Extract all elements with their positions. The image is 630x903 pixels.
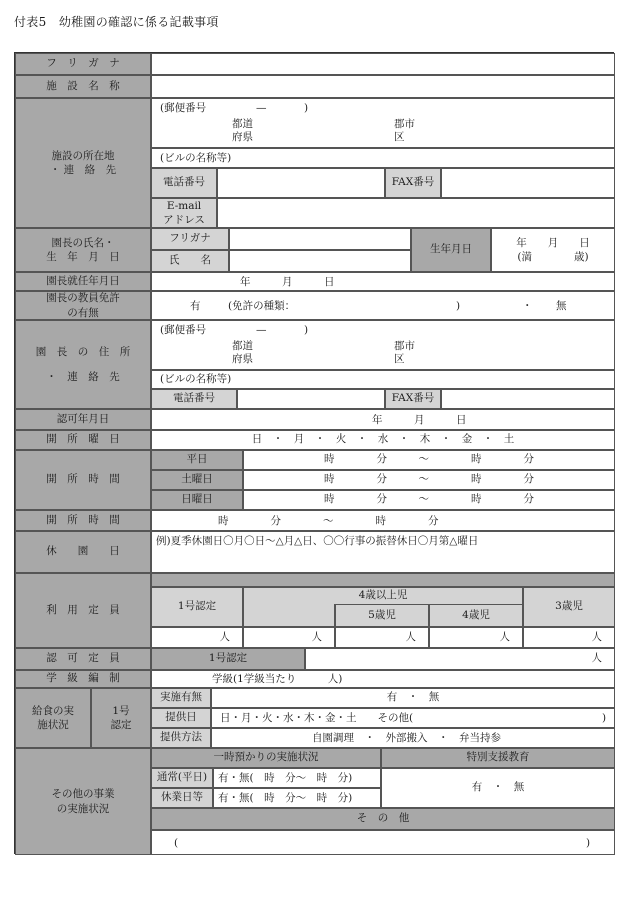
approval-date-value: 年 月 日 [372, 414, 467, 426]
others-field[interactable] [151, 830, 615, 855]
meals-implemented-label: 実施有無 [151, 688, 211, 708]
class-structure-value: 学級(1学級当たり 人) [212, 673, 343, 685]
approved-capacity-field[interactable] [305, 648, 615, 670]
license-close: ) [456, 300, 461, 312]
director-city-line1: 郡市 [394, 340, 415, 352]
capacity-label: 利 用 定 員 [15, 573, 151, 648]
open-days-field[interactable] [151, 430, 615, 450]
city-label-line1: 郡市 [394, 118, 415, 130]
temp-care-holiday-label: 休業日等 [151, 788, 213, 808]
facility-address-label [15, 98, 151, 228]
other-services-label [15, 748, 151, 855]
meals-days-label: 提供日 [151, 708, 211, 728]
temp-care-weekday-label: 通常(平日) [151, 768, 213, 788]
facility-phone-label: 電話番号 [151, 168, 217, 198]
temp-care-weekday-value: 有・無( 時 分～ 時 分) [218, 772, 353, 784]
building-name-label: (ビルの名称等) [160, 152, 232, 164]
license-separator: ・ [522, 300, 533, 312]
age-4plus-label: 4歳以上児 [243, 587, 523, 604]
open-hours-field-2[interactable] [151, 510, 615, 531]
others-open: ( [174, 837, 179, 849]
age-4-label: 4歳児 [429, 604, 523, 627]
age-3-capacity-field[interactable] [523, 627, 615, 648]
unit-label: 人 [591, 652, 602, 665]
meals-days-field[interactable] [211, 708, 615, 728]
temp-care-header: 一時預かりの実施状況 [151, 748, 381, 768]
meals-label-line2: 施状況 [37, 719, 69, 731]
director-name-field[interactable] [229, 250, 411, 272]
facility-name-label: 施 設 名 称 [15, 75, 151, 98]
age-value: (満 歳) [517, 251, 589, 263]
meals-method-label: 提供方法 [151, 728, 211, 748]
saturday-hours-value: 時 分 ～ 時 分 [324, 473, 534, 486]
postal-close: ) [304, 102, 309, 114]
holidays-label: 休 園 日 [15, 531, 151, 573]
saturday-hours-label: 土曜日 [151, 470, 243, 490]
sunday-hours-value: 時 分 ～ 時 分 [324, 493, 534, 506]
approved-capacity-label: 認 可 定 員 [15, 648, 151, 670]
facility-name-field[interactable] [151, 75, 615, 98]
facility-phone-field[interactable] [217, 168, 385, 198]
license-field[interactable] [151, 291, 615, 320]
age-5-capacity-field[interactable] [335, 627, 429, 648]
unit-label: 人 [311, 630, 322, 643]
director-postal-close: ) [304, 324, 309, 336]
unit-label: 人 [499, 630, 510, 643]
form-table [14, 52, 614, 854]
weekday-hours-field[interactable] [243, 450, 615, 470]
director-name-label-line1: 園長の氏名・ [51, 236, 115, 249]
open-hours-label-2: 開 所 時 間 [15, 510, 151, 531]
license-no: 無 [556, 300, 567, 312]
meals-implemented-value: 有 ・ 無 [386, 691, 440, 704]
director-address-label-line1: 園 長 の 住 所 [35, 346, 131, 359]
age-4plus-capacity-field[interactable] [243, 627, 335, 648]
director-prefecture-line1: 都道 [232, 340, 253, 352]
approval-date-label: 認可年月日 [15, 409, 151, 430]
director-address-field[interactable] [151, 320, 615, 370]
others-header: そ の 他 [151, 808, 615, 830]
weekday-hours-label: 平日 [151, 450, 243, 470]
age-4plus-spacer [243, 604, 335, 627]
age-3-label: 3歳児 [523, 587, 615, 627]
city-label-line2: 区 [394, 131, 405, 143]
appointment-date-field[interactable] [151, 272, 615, 291]
special-support-value: 有 ・ 無 [471, 781, 525, 794]
open-hours-label: 開 所 時 間 [15, 450, 151, 510]
director-prefecture-line2: 府県 [232, 353, 253, 365]
approved-cert1-label: 1号認定 [151, 648, 305, 670]
meals-label-line1: 給食の実 [32, 704, 74, 717]
meals-days-close: ) [602, 712, 607, 724]
sunday-hours-label: 日曜日 [151, 490, 243, 510]
approval-date-field[interactable] [151, 409, 615, 430]
facility-fax-field[interactable] [441, 168, 615, 198]
holidays-example: 例)夏季休園日〇月〇日～△月△日、〇〇行事の振替休日〇月第△曜日 [156, 535, 479, 547]
facility-fax-label: FAX番号 [385, 168, 441, 198]
cert1-label: 1号認定 [151, 587, 243, 627]
postal-code-label: (郵便番号 [160, 102, 207, 114]
special-support-field[interactable] [381, 768, 615, 808]
facility-address-field[interactable] [151, 98, 615, 148]
special-support-header: 特別支援教育 [381, 748, 615, 768]
birth-date-label: 生年月日 [411, 228, 491, 272]
birth-date-value: 年 月 日 [516, 236, 590, 249]
holidays-field[interactable] [151, 531, 615, 573]
open-days-label: 開 所 曜 日 [15, 430, 151, 450]
director-name-label [15, 228, 151, 272]
others-close: ) [586, 837, 591, 849]
license-label-line1: 園長の教員免許 [46, 292, 120, 305]
director-building-label: (ビルの名称等) [160, 373, 232, 385]
facility-furigana-field[interactable] [151, 53, 615, 75]
director-phone-field[interactable] [237, 389, 385, 409]
appointment-date-value: 年 月 日 [240, 276, 335, 288]
director-furigana-field[interactable] [229, 228, 411, 250]
director-postal-label: (郵便番号 [160, 324, 207, 336]
other-services-label-line2: の実施状況 [56, 802, 110, 815]
birth-date-field[interactable] [491, 228, 615, 272]
meals-method-value: 自園調理 ・ 外部搬入 ・ 弁当持参 [312, 732, 501, 744]
postal-dash: — [256, 102, 267, 114]
open-hours-value-2: 時 分 ～ 時 分 [218, 515, 439, 527]
class-structure-field[interactable] [151, 670, 615, 688]
class-structure-label: 学 級 編 制 [15, 670, 151, 688]
unit-label: 人 [591, 630, 602, 643]
meals-cert-line2: 認定 [110, 719, 132, 731]
age-4-capacity-field[interactable] [429, 627, 523, 648]
license-type-label: (免許の種類： [228, 300, 296, 312]
director-address-label [15, 320, 151, 409]
capacity-header-band [151, 573, 615, 587]
director-building-field[interactable] [151, 370, 615, 389]
temp-care-holiday-field[interactable] [213, 788, 381, 808]
sunday-hours-field[interactable] [243, 490, 615, 510]
facility-email-label [151, 198, 217, 228]
director-city-line2: 区 [394, 353, 405, 365]
appointment-date-label: 園長就任年月日 [15, 272, 151, 291]
prefecture-label-line1: 都道 [232, 118, 253, 130]
email-label-line2: アドレス [163, 214, 205, 226]
facility-building-field[interactable] [151, 148, 615, 168]
license-yes: 有 [190, 300, 201, 312]
facility-address-label-line1: 施設の所在地 [51, 149, 115, 162]
facility-address-label-line2: ・ 連 絡 先 [49, 164, 117, 176]
director-fax-field[interactable] [441, 389, 615, 409]
meals-cert-line1: 1号 [112, 704, 130, 717]
furigana-label: フ リ ガ ナ [15, 53, 151, 75]
director-name-sublabel: 氏 名 [151, 250, 229, 272]
document-title: 付表5 幼稚園の確認に係る記載事項 [14, 15, 219, 29]
director-furigana-label: フリガナ [151, 228, 229, 250]
meals-method-field[interactable] [211, 728, 615, 748]
director-phone-label: 電話番号 [151, 389, 237, 409]
weekday-hours-value: 時 分 ～ 時 分 [324, 453, 534, 466]
other-services-label-line1: その他の事業 [51, 788, 115, 801]
prefecture-label-line2: 府県 [232, 131, 253, 143]
temp-care-holiday-value: 有・無( 時 分～ 時 分) [218, 792, 353, 804]
meals-cert-label [91, 688, 151, 748]
unit-label: 人 [405, 630, 416, 643]
cert1-capacity-field[interactable] [151, 627, 243, 648]
unit-label: 人 [219, 630, 230, 643]
temp-care-weekday-field[interactable] [213, 768, 381, 788]
open-days-value: 日 ・ 月 ・ 火 ・ 水 ・ 木 ・ 金 ・ 土 [251, 433, 515, 446]
meals-label [15, 688, 91, 748]
license-label [15, 291, 151, 320]
facility-email-field[interactable] [217, 198, 615, 228]
director-name-label-line2: 生 年 月 日 [46, 251, 120, 263]
license-label-line2: の有無 [67, 306, 99, 319]
email-label-line1: E-mail [166, 199, 202, 212]
meals-implemented-field[interactable] [211, 688, 615, 708]
director-fax-label: FAX番号 [385, 389, 441, 409]
director-postal-dash: — [256, 324, 267, 336]
age-5-label: 5歳児 [335, 604, 429, 627]
saturday-hours-field[interactable] [243, 470, 615, 490]
director-address-label-line2: ・ 連 絡 先 [46, 370, 120, 383]
meals-days-value: 日・月・火・水・木・金・土 その他( [220, 712, 414, 724]
